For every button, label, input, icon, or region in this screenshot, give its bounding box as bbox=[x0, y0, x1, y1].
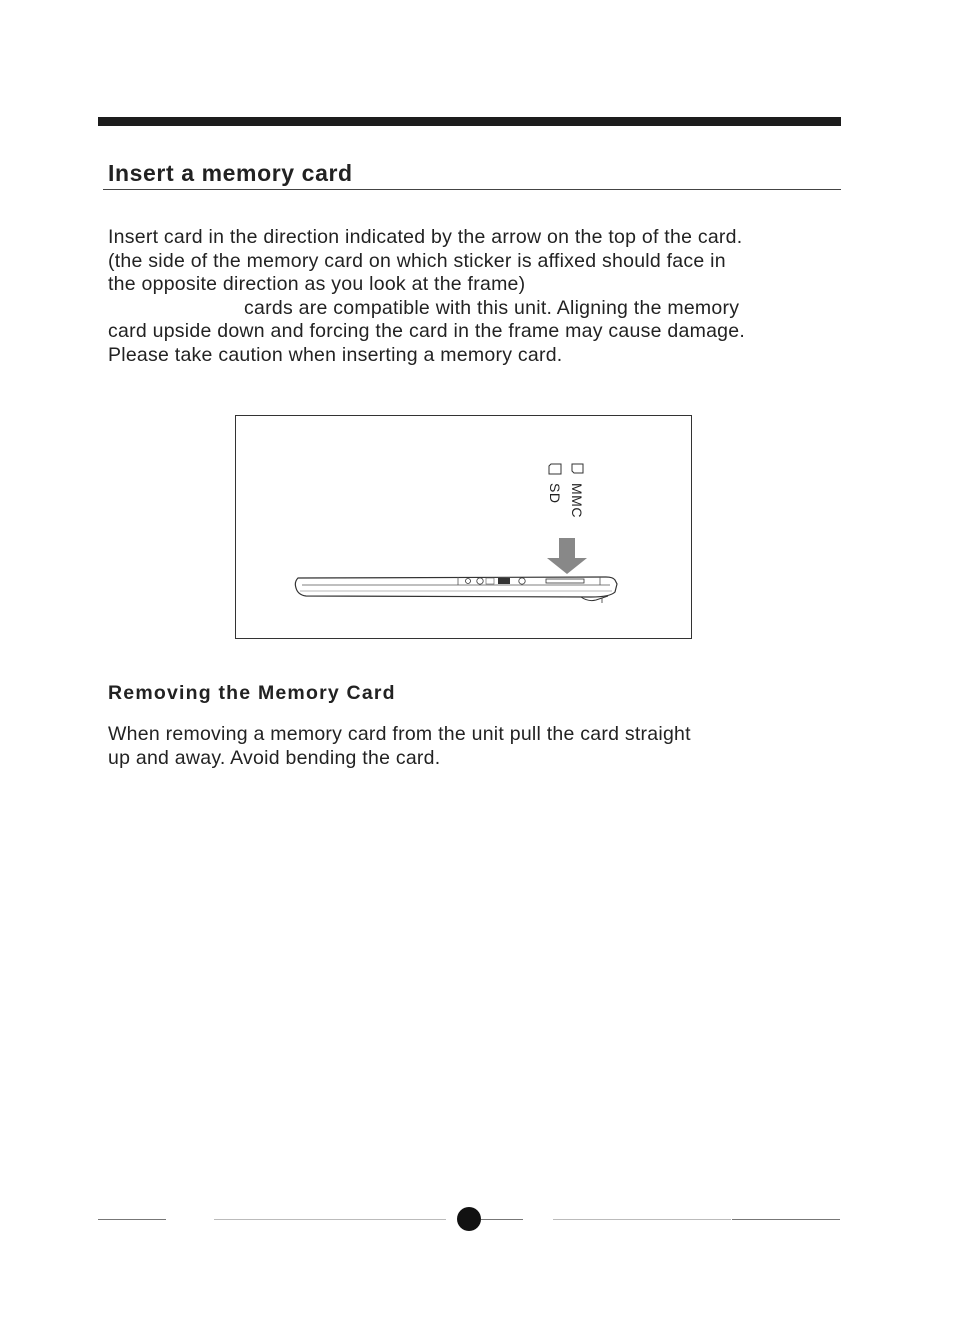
footer-rule-right-inner bbox=[553, 1219, 731, 1220]
header-rule bbox=[98, 117, 841, 126]
device-side-icon bbox=[236, 416, 693, 640]
insert-arrow-icon bbox=[547, 538, 587, 574]
insert-instructions: Insert card in the direction indicated by the arrow on the top of the card. (the side of the memory card on which sticker is affixed should face in the opposite direction as you look at the frame) cards are compatible with this unit. Aligning the memory card upside down and forcing the card in the frame may cause damage. Please take caution when inserting a memory card. bbox=[108, 226, 746, 366]
footer-rule-left-inner bbox=[214, 1219, 446, 1220]
removing-instructions: When removing a memory card from the unit pull the card straight up and away. Avoid bending the card. bbox=[108, 723, 691, 769]
title-underline bbox=[103, 189, 841, 190]
page-marker bbox=[457, 1207, 481, 1231]
mmc-label: MMC bbox=[569, 483, 585, 518]
insertion-figure bbox=[235, 415, 692, 639]
section-title: Insert a memory card bbox=[108, 160, 353, 186]
footer-rule-center bbox=[481, 1219, 523, 1220]
footer-rule-right bbox=[732, 1219, 840, 1220]
mmc-card-icon bbox=[572, 464, 583, 473]
sd-label: SD bbox=[547, 483, 563, 504]
sd-card-icon bbox=[549, 464, 561, 474]
removing-title: Removing the Memory Card bbox=[108, 682, 396, 704]
footer-rule-left bbox=[98, 1219, 166, 1220]
